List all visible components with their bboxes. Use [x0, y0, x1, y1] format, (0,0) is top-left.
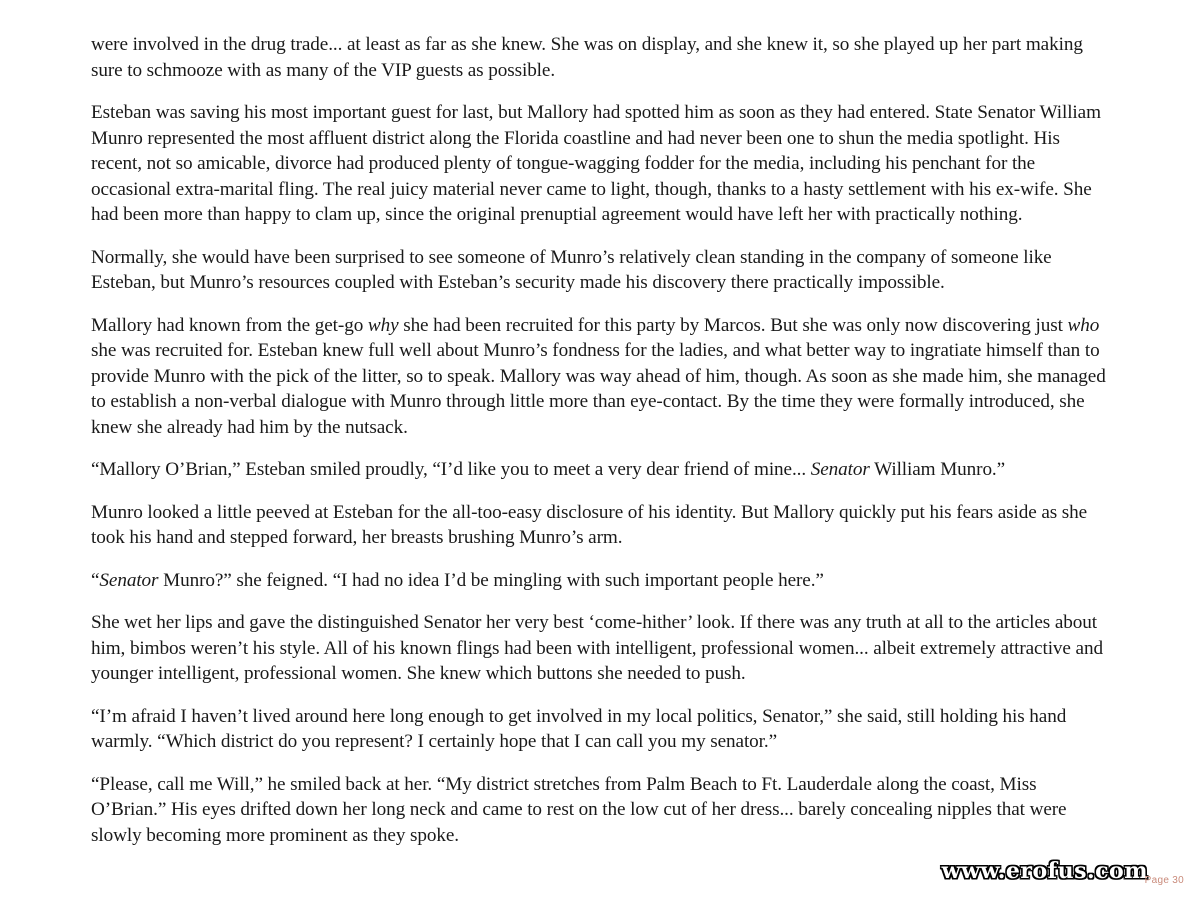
paragraph: [91, 245, 1111, 296]
paragraph-text: she was recruited for. Esteban knew full well about Munro’s fondness for the ladies, and what better way to ingratiate himself than to provide Munro with the pick of the litter, so to speak. Mallory was way ahead of him, though. As soon as she made him, she managed to establish a non-verbal dialogue with Munro through little more than eye-contact. By the time they were formally introduced, she knew she already had him by the nutsack.: [91, 340, 1106, 438]
page-number: Page 30: [1144, 875, 1184, 886]
italic-text: why: [367, 314, 399, 336]
paragraph-text: “I’m afraid I haven’t lived around here long enough to get involved in my local politics, Senator,” she said, still holding his hand warmly. “Which district do you represent? I certainly hope that I can call you my senator.”: [91, 705, 1067, 752]
paragraph-text: “Please, call me Will,” he smiled back at her. “My district stretches from Palm Beach to Ft. Lauderdale along the coast, Miss O’Brian.” His eyes drifted down her long neck and came to rest on the low cut of her dress... barely concealing nipples that were slowly becoming more prominent as they spoke.: [91, 773, 1067, 846]
italic-text: Senator: [99, 569, 159, 591]
paragraph-text: Esteban was saving his most important guest for last, but Mallory had spotted him as soon as they had entered. State Senator William Munro represented the most affluent district along the Florida coastline and had never been one to shun the media spotlight. His recent, not so amicable, divorce had produced plenty of tongue-wagging fodder for the media, including his penchant for the occasional extra-marital fling. The real juicy material never came to light, though, thanks to a hasty settlement with his ex-wife. She had been more than happy to clam up, since the original prenuptial agreement would have left her with practically nothing.: [91, 102, 1101, 225]
paragraph: [91, 704, 1111, 755]
paragraph-text: Normally, she would have been surprised to see someone of Munro’s relatively clean standing in the company of someone like Esteban, but Munro’s resources coupled with Esteban’s security made his discovery there practically impossible.: [91, 246, 1052, 293]
paragraph: [91, 500, 1111, 551]
paragraph: [91, 568, 1111, 594]
paragraph-text: Munro looked a little peeved at Esteban for the all-too-easy disclosure of his identity. But Mallory quickly put his fears aside as she took his hand and stepped forward, her breasts brushing Munro’s arm.: [91, 501, 1088, 548]
paragraph: [91, 313, 1111, 441]
paragraph: [91, 457, 1111, 483]
watermark-logo: www.erofus.com: [941, 858, 1148, 884]
paragraph: [91, 100, 1111, 228]
paragraph: [91, 610, 1111, 687]
paragraph: [91, 32, 1111, 83]
paragraph: [91, 772, 1111, 849]
paragraph-text: William Munro.”: [869, 459, 1006, 480]
paragraph-text: “: [91, 569, 100, 591]
document-body: [91, 32, 1111, 865]
italic-text: who: [1067, 314, 1100, 336]
paragraph-text: She wet her lips and gave the distinguished Senator her very best ‘come-hither’ look. If there was any truth at all to the articles about him, bimbos weren’t his style. All of his known flings had been with intelligent, professional women... albeit extremely attractive and younger intelligent, professional women. She knew which buttons she needed to push.: [91, 612, 1103, 684]
paragraph-text: were involved in the drug trade... at least as far as she knew. She was on display, and she knew it, so she played up her part making sure to schmooze with as many of the VIP guests as possible.: [91, 34, 1083, 81]
paragraph-text: Munro?” she feigned. “I had no idea I’d be mingling with such important people here.”: [158, 569, 824, 591]
italic-text: Senator: [810, 459, 870, 480]
paragraph-text: “Mallory O’Brian,” Esteban smiled proudly, “I’d like you to meet a very dear friend of mine...: [91, 459, 811, 480]
paragraph-text: she had been recruited for this party by Marcos. But she was only now discovering just: [398, 314, 1068, 336]
paragraph-text: Mallory had known from the get-go: [91, 314, 368, 336]
